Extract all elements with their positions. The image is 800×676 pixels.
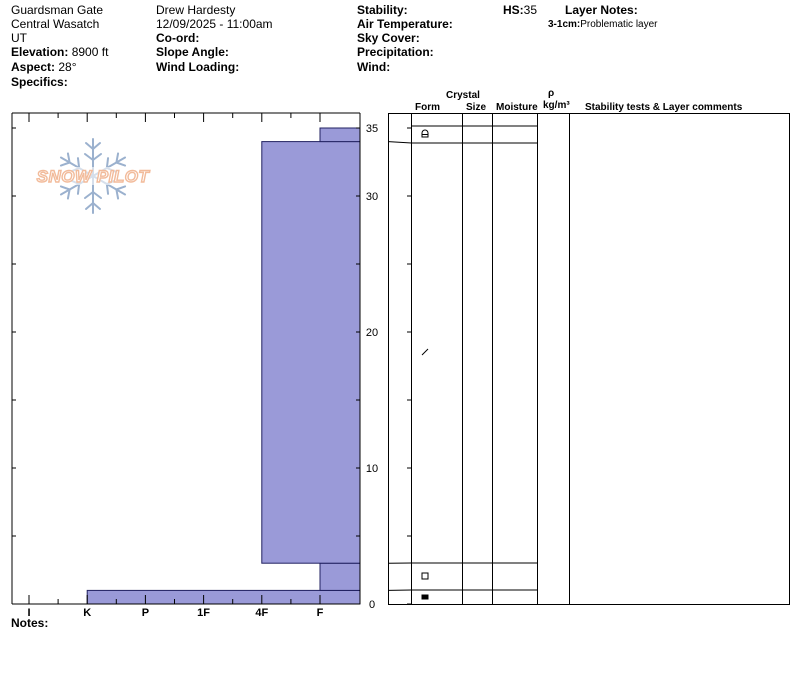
y-tick-label-0: 0	[368, 599, 376, 611]
precipitation-label: Precipitation:	[357, 45, 434, 59]
wind-label: Wind:	[357, 60, 391, 74]
y-tick-label-20: 20	[365, 327, 379, 339]
x-tick-label-P: P	[141, 607, 150, 619]
density-unit-header: kg/m³	[543, 100, 570, 111]
snowpilot-watermark	[32, 139, 155, 213]
form-header: Form	[415, 102, 440, 113]
layer-notes-label: Layer Notes:	[565, 3, 638, 17]
facet-icon	[422, 573, 428, 579]
layer-table	[389, 113, 790, 605]
hs-value: 35	[523, 3, 538, 17]
hardness-bar-1	[320, 563, 360, 590]
location-name: Guardsman Gate	[11, 3, 104, 17]
melt-form-icon	[422, 595, 429, 600]
hardness-bars	[87, 128, 360, 604]
x-tick-label-4F: 4F	[255, 607, 269, 619]
size-header: Size	[466, 102, 487, 113]
y-tick-label-30: 30	[365, 191, 379, 203]
state-name: UT	[11, 31, 27, 45]
elevation-label: Elevation:	[11, 45, 69, 59]
elevation-value: 8900 ft	[71, 45, 109, 59]
hardness-bar-3	[320, 128, 360, 142]
x-tick-label-1F: 1F	[197, 607, 211, 619]
layer-note-text: Problematic layer	[580, 19, 658, 30]
sky-cover-label: Sky Cover:	[357, 31, 420, 45]
notes-label: Notes:	[11, 616, 49, 630]
precip-particle-icon	[422, 349, 428, 355]
watermark-text: SNOW PILOT	[36, 167, 150, 186]
air-temperature-label: Air Temperature:	[357, 17, 453, 31]
aspect-label: Aspect:	[11, 60, 56, 74]
grain-symbols	[422, 130, 429, 600]
crystal-header: Crystal	[446, 90, 480, 101]
x-tick-label-I: I	[27, 607, 31, 619]
y-tick-label-10: 10	[365, 463, 379, 475]
layer-note-range: 3-1cm:	[548, 19, 581, 30]
coord-label: Co-ord:	[156, 31, 200, 45]
y-tick-label-35: 35	[365, 123, 379, 135]
comments-header: Stability tests & Layer comments	[585, 102, 743, 113]
hardness-bar-0	[87, 590, 360, 604]
slope-angle-label: Slope Angle:	[156, 45, 229, 59]
observation-datetime: 12/09/2025 - 11:00am	[156, 17, 273, 31]
observer-name: Drew Hardesty	[156, 3, 236, 17]
x-tick-label-F: F	[316, 607, 324, 619]
hs-label: HS:	[503, 3, 524, 17]
moisture-header: Moisture	[496, 102, 538, 113]
x-tick-label-K: K	[83, 607, 92, 619]
rounded-facet-icon	[422, 130, 428, 137]
hardness-bar-2	[262, 142, 360, 564]
rho-header: ρ	[548, 88, 555, 99]
stability-label: Stability:	[357, 3, 408, 17]
wind-loading-label: Wind Loading:	[156, 60, 240, 74]
aspect-value: 28°	[58, 60, 77, 74]
layer-table-frame	[389, 114, 790, 605]
range-name: Central Wasatch	[11, 17, 100, 31]
specifics-label: Specifics:	[11, 75, 68, 89]
